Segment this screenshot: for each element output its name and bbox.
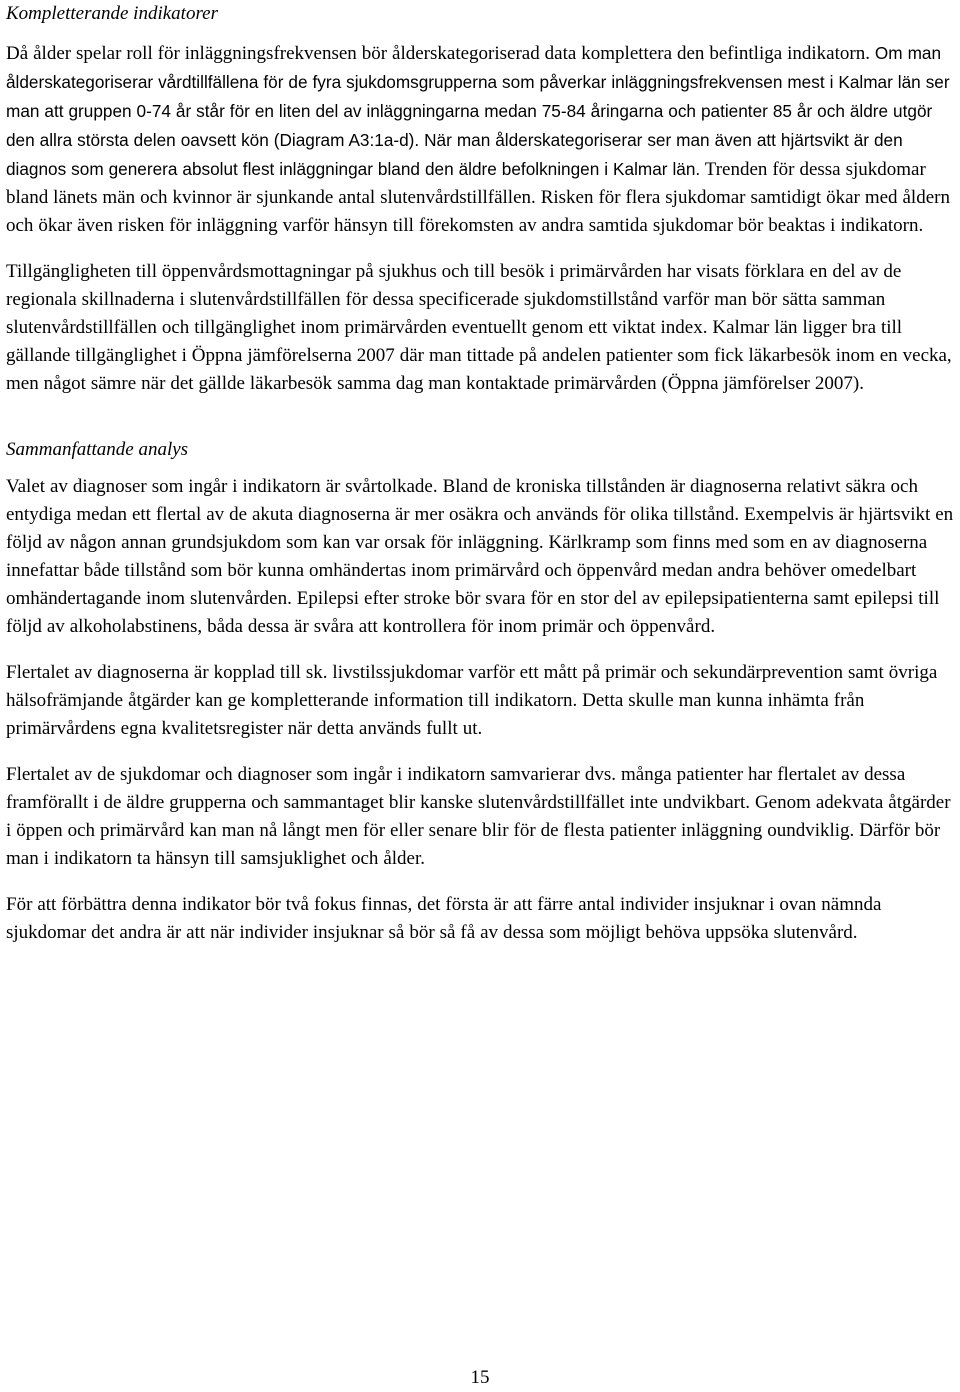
document-page — [6, 0, 956, 947]
paragraph-improvement-focus: För att förbättra denna indikator bör två fokus finnas, det första är att färre antal individer insjuknar i ovan nämnda sjukdomar det andra är att när individer insjuknar så bör så få av dessa som möjligt behöva uppsöka slutenvård. — [6, 894, 882, 943]
paragraph-diagnoses: Valet av diagnoser som ingår i indikatorn är svårtolkade. Bland de kroniska tillstånden är diagnoserna relativt säkra och entydiga medan ett flertal av de akuta diagnoserna är mer osäkra och används för olika tillstånd. Exempelvis är hjärtsvikt en följd av någon annan grundsjukdom som kan var orsak för inläggning. Kärlkramp som finns med som en av diagnoserna innefattar både tillstånd som bör kunna omhändertas inom primärvård och öppenvård medan andra behöver omedelbart omhändertagande inom slutenvården. Epilepsi efter stroke bör svara för en stor del av epilepsipatienterna samt epilepsi till följd av alkoholabstinens, båda dessa är svåra att kontrollera för inom primär och öppenvård. — [6, 476, 954, 637]
paragraph-lifestyle-diseases: Flertalet av diagnoserna är kopplad till sk. livstilssjukdomar varför ett mått på primär och sekundärprevention samt övriga hälsofrämjande åtgärder kan ge kompletterande information till indikatorn. Detta skulle man kunna inhämta från primärvårdens egna kvalitetsregister när detta används fullt ut. — [6, 662, 938, 739]
paragraph-text: Trenden för dessa sjukdomar bland länets män och kvinnor är sjunkande antal slutenvårdstillfällen. Risken för flera sjukdomar samtidigt ökar med åldern och ökar även risken för inläggning varför hänsyn till förekomsten av andra samtida sjukdomar bör beaktas i indikatorn. — [6, 159, 950, 236]
section-heading-kompletterande-indikatorer: Kompletterande indikatorer — [6, 3, 218, 24]
paragraph-text-sans: När man ålderskategoriserar ser man även att hjärtsvikt är den diagnos som generera absolut flest inläggningar bland den äldre befolkningen i Kalmar län. — [6, 130, 903, 179]
section-heading-sammanfattande-analys: Sammanfattande analys — [6, 439, 189, 460]
paragraph-accessibility: Tillgängligheten till öppenvårdsmottagningar på sjukhus och till besök i primärvården har visats förklara en del av de regionala skillnaderna i slutenvårdstillfällen för dessa specificerade sjukdomstillstånd varför man bör sätta samman slutenvårdstillfällen och tillgänglighet inom primärvården eventuellt genom ett viktat index. Kalmar län ligger bra till gällande tillgänglighet i Öppna jämförelserna 2007 där man tittade på andelen patienter som fick läkarbesök inom en vecka, men något sämre när det gällde läkarbesök samma dag man kontaktade primärvården (Öppna jämförelser 2007). — [6, 261, 952, 394]
paragraph-text-sans: Om man ålderskategoriserar vårdtillfällena för de fyra sjukdomsgrupperna som påverkar inläggningsfrekvensen mest i Kalmar län ser man att gruppen 0-74 år står för en liten del av inläggningarna medan 75-84 åringarna och patienter 85 år och äldre utgör den allra största delen oavsett kön (Diagram A3:1a-d). — [6, 43, 950, 150]
page-number: 15 — [470, 1367, 490, 1388]
paragraph-text: Då ålder spelar roll för inläggningsfrekvensen bör ålderskategoriserad data komplettera den befintliga indikatorn. — [6, 43, 875, 64]
paragraph-comorbidity: Flertalet av de sjukdomar och diagnoser som ingår i indikatorn samvarierar dvs. många patienter har flertalet av dessa framförallt i de äldre grupperna och sammantaget blir kanske slutenvårdstillfället inte undvikbart. Genom adekvata åtgärder i öppen och primärvård kan man nå långt men för eller senare blir för de flesta patienter inläggning oundviklig. Därför bör man i indikatorn ta hänsyn till samsjuklighet och ålder. — [6, 764, 951, 869]
paragraph-age-categories — [6, 39, 956, 240]
